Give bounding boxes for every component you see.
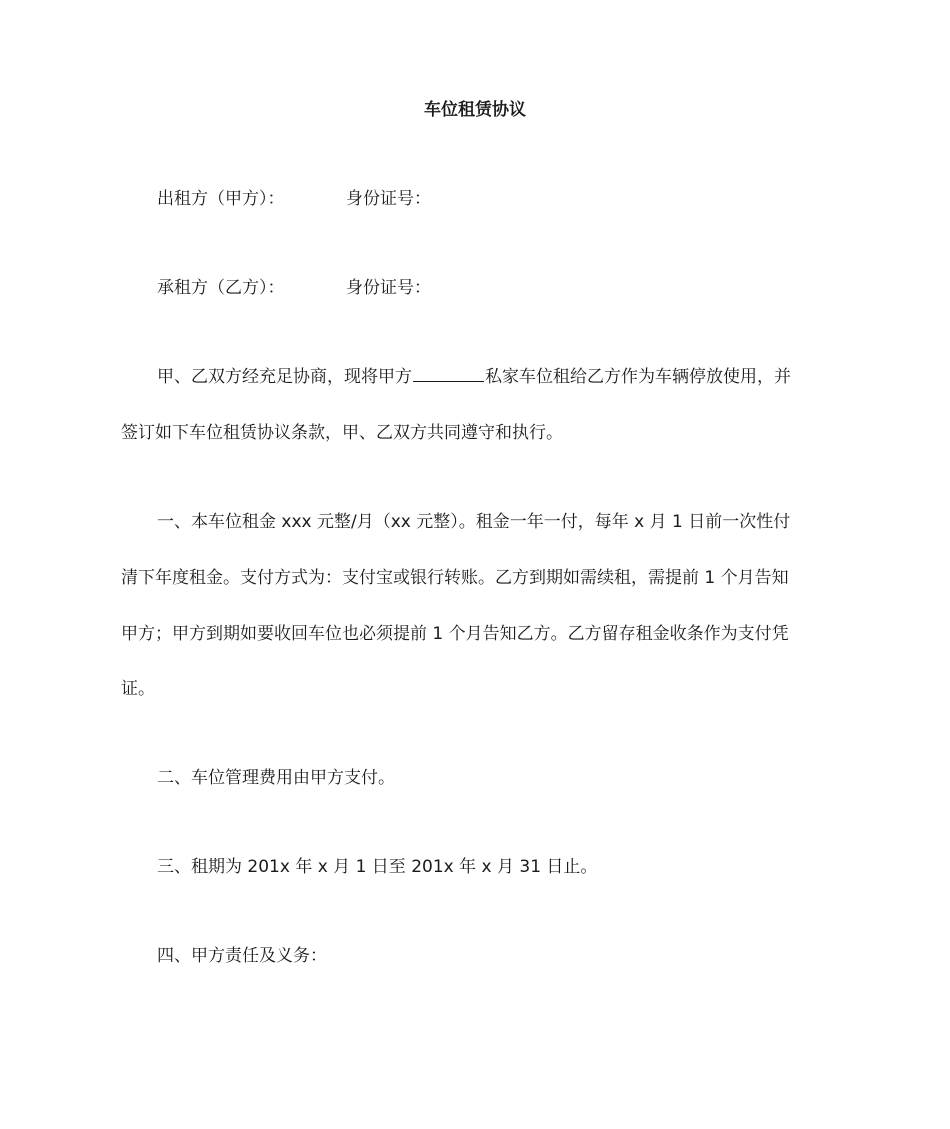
lessee-id-label: 身份证号： <box>346 278 431 298</box>
intro-line-1 <box>157 365 791 389</box>
lessor-line <box>157 187 431 211</box>
lessor-label: 出租方（甲方）： <box>157 189 285 209</box>
lessor-id-label: 身份证号： <box>346 189 431 209</box>
clause-1-line-2: 清下年度租金。支付方式为：支付宝或银行转账。乙方到期如需续租，需提前 1 个月告知 <box>121 568 789 588</box>
intro-text-before-blank: 甲、乙双方经充足协商，现将甲方 <box>157 367 412 387</box>
intro-line-2: 签订如下车位租赁协议条款，甲、乙双方共同遵守和执行。 <box>121 423 563 443</box>
clause-4: 四、甲方责任及义务： <box>157 946 327 966</box>
clause-2: 二、车位管理费用由甲方支付。 <box>157 768 395 788</box>
document-title: 车位租赁协议 <box>424 100 526 120</box>
intro-text-after-blank: 私家车位租给乙方作为车辆停放使用，并 <box>485 367 791 387</box>
clause-1-line-3: 甲方；甲方到期如要收回车位也必须提前 1 个月告知乙方。乙方留存租金收条作为支付凭 <box>121 624 789 644</box>
clause-3: 三、租期为 201x 年 x 月 1 日至 201x 年 x 月 31 日止。 <box>157 857 598 877</box>
fill-in-blank <box>413 365 484 382</box>
clause-1-line-1: 一、本车位租金 xxx 元整/月（xx 元整）。租金一年一付，每年 x 月 1 日前一次性付 <box>157 512 791 532</box>
lessee-label: 承租方（乙方）： <box>157 278 285 298</box>
lessee-line <box>157 276 431 300</box>
clause-1-line-4: 证。 <box>121 679 155 699</box>
